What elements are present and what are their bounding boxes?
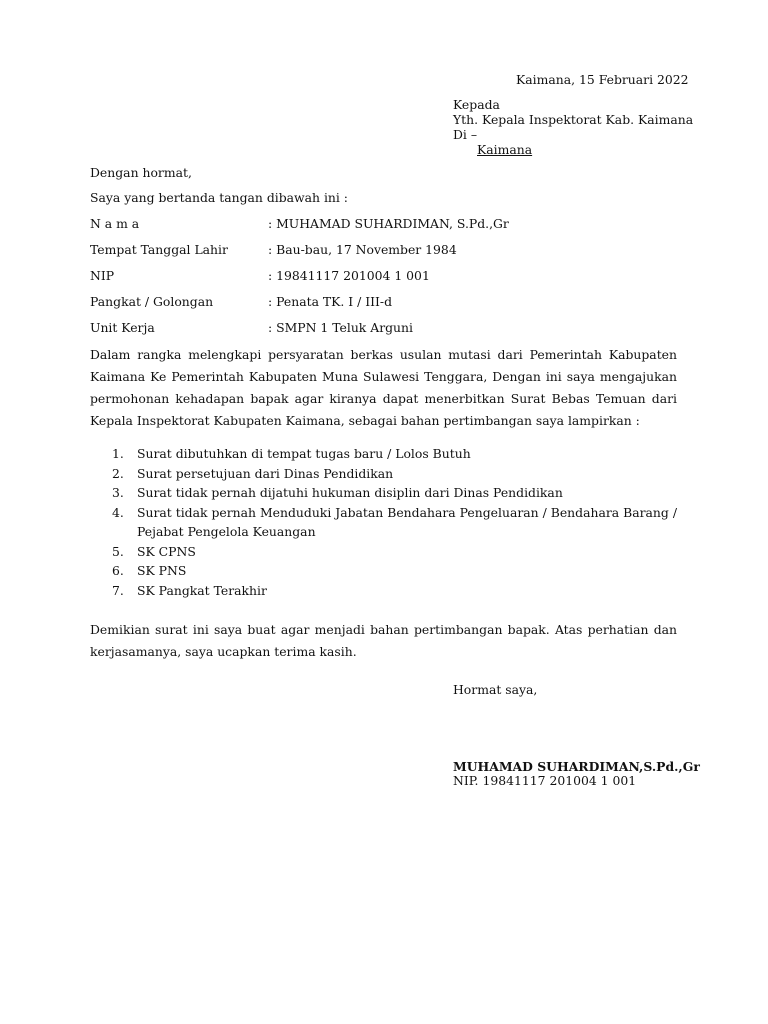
- identity-value: : Penata TK. I / III-d: [268, 294, 393, 309]
- identity-row-birth: [90, 242, 457, 258]
- identity-row-unit: [90, 320, 413, 336]
- list-text: Surat dibutuhkan di tempat tugas baru / Lolos Butuh: [137, 446, 471, 461]
- recipient-to: Kepada: [453, 97, 500, 112]
- identity-row-rank: [90, 294, 392, 310]
- list-item: [112, 483, 677, 503]
- recipient-city: Kaimana: [477, 142, 533, 157]
- signatory-name: MUHAMAD SUHARDIMAN,S.Pd.,Gr: [453, 759, 700, 774]
- body-paragraph: Dalam rangka melengkapi persyaratan berkas usulan mutasi dari Pemerintah Kabupaten Kaimana Ke Pemerintah Kabupaten Muna Sulawesi Tenggara, Dengan ini saya mengajukan permohonan kehadapan bapak agar kiranya dapat menerbitkan Surat Bebas Temuan dari Kepala Inspektorat Kabupaten Kaimana, sebagai bahan pertimbangan saya lampirkan :: [90, 347, 677, 428]
- list-item: [112, 542, 677, 562]
- list-number: 4.: [112, 504, 124, 520]
- list-text: Surat tidak pernah dijatuhi hukuman disiplin dari Dinas Pendidikan: [137, 485, 563, 500]
- identity-row-name: [90, 216, 509, 232]
- list-text: SK CPNS: [137, 543, 196, 559]
- identity-label: Unit Kerja: [90, 320, 155, 335]
- closing-paragraph: Demikian surat ini saya buat agar menjadi bahan pertimbangan bapak. Atas perhatian dan kerjasamanya, saya ucapkan terima kasih.: [90, 622, 677, 659]
- list-number: 6.: [112, 563, 124, 578]
- list-number: 3.: [112, 485, 124, 500]
- identity-label: Pangkat / Golongan: [90, 294, 214, 309]
- recipient-block: [453, 97, 693, 157]
- list-item: [112, 444, 677, 464]
- list-text: SK Pangkat Terakhir: [137, 582, 267, 598]
- list-text: Surat tidak pernah Menduduki Jabatan Bendahara Pengeluaran / Bendahara Barang / Pejabat Pengelola Keuangan: [137, 504, 677, 539]
- identity-label: N a m a: [90, 216, 140, 231]
- list-number: 2.: [112, 465, 124, 481]
- place-date: Kaimana, 15 Februari 2022: [516, 72, 689, 87]
- identity-value: : 19841117 201004 1 001: [268, 268, 430, 283]
- intro-line: Saya yang bertanda tangan dibawah ini :: [90, 190, 348, 205]
- list-item: [112, 561, 677, 581]
- list-item: [112, 503, 677, 542]
- attachment-list: [112, 444, 677, 600]
- list-number: 5.: [112, 543, 124, 559]
- identity-row-nip: [90, 268, 430, 284]
- list-text: SK PNS: [137, 563, 187, 578]
- identity-value: : MUHAMAD SUHARDIMAN, S.Pd.,Gr: [268, 216, 509, 231]
- signatory-nip: NIP. 19841117 201004 1 001: [453, 773, 637, 788]
- salutation: Dengan hormat,: [90, 165, 192, 180]
- list-number: 1.: [112, 446, 124, 461]
- recipient-at: Di –: [453, 127, 478, 142]
- list-item: [112, 464, 677, 484]
- list-item: [112, 581, 677, 601]
- closing-greeting: Hormat saya,: [453, 682, 538, 697]
- identity-label: Tempat Tanggal Lahir: [90, 242, 228, 257]
- list-text: Surat persetujuan dari Dinas Pendidikan: [137, 465, 394, 481]
- identity-label: NIP: [90, 268, 115, 283]
- identity-value: : Bau-bau, 17 November 1984: [268, 242, 457, 257]
- recipient-name: Yth. Kepala Inspektorat Kab. Kaimana: [453, 112, 694, 127]
- identity-value: : SMPN 1 Teluk Arguni: [268, 320, 413, 335]
- list-number: 7.: [112, 582, 124, 598]
